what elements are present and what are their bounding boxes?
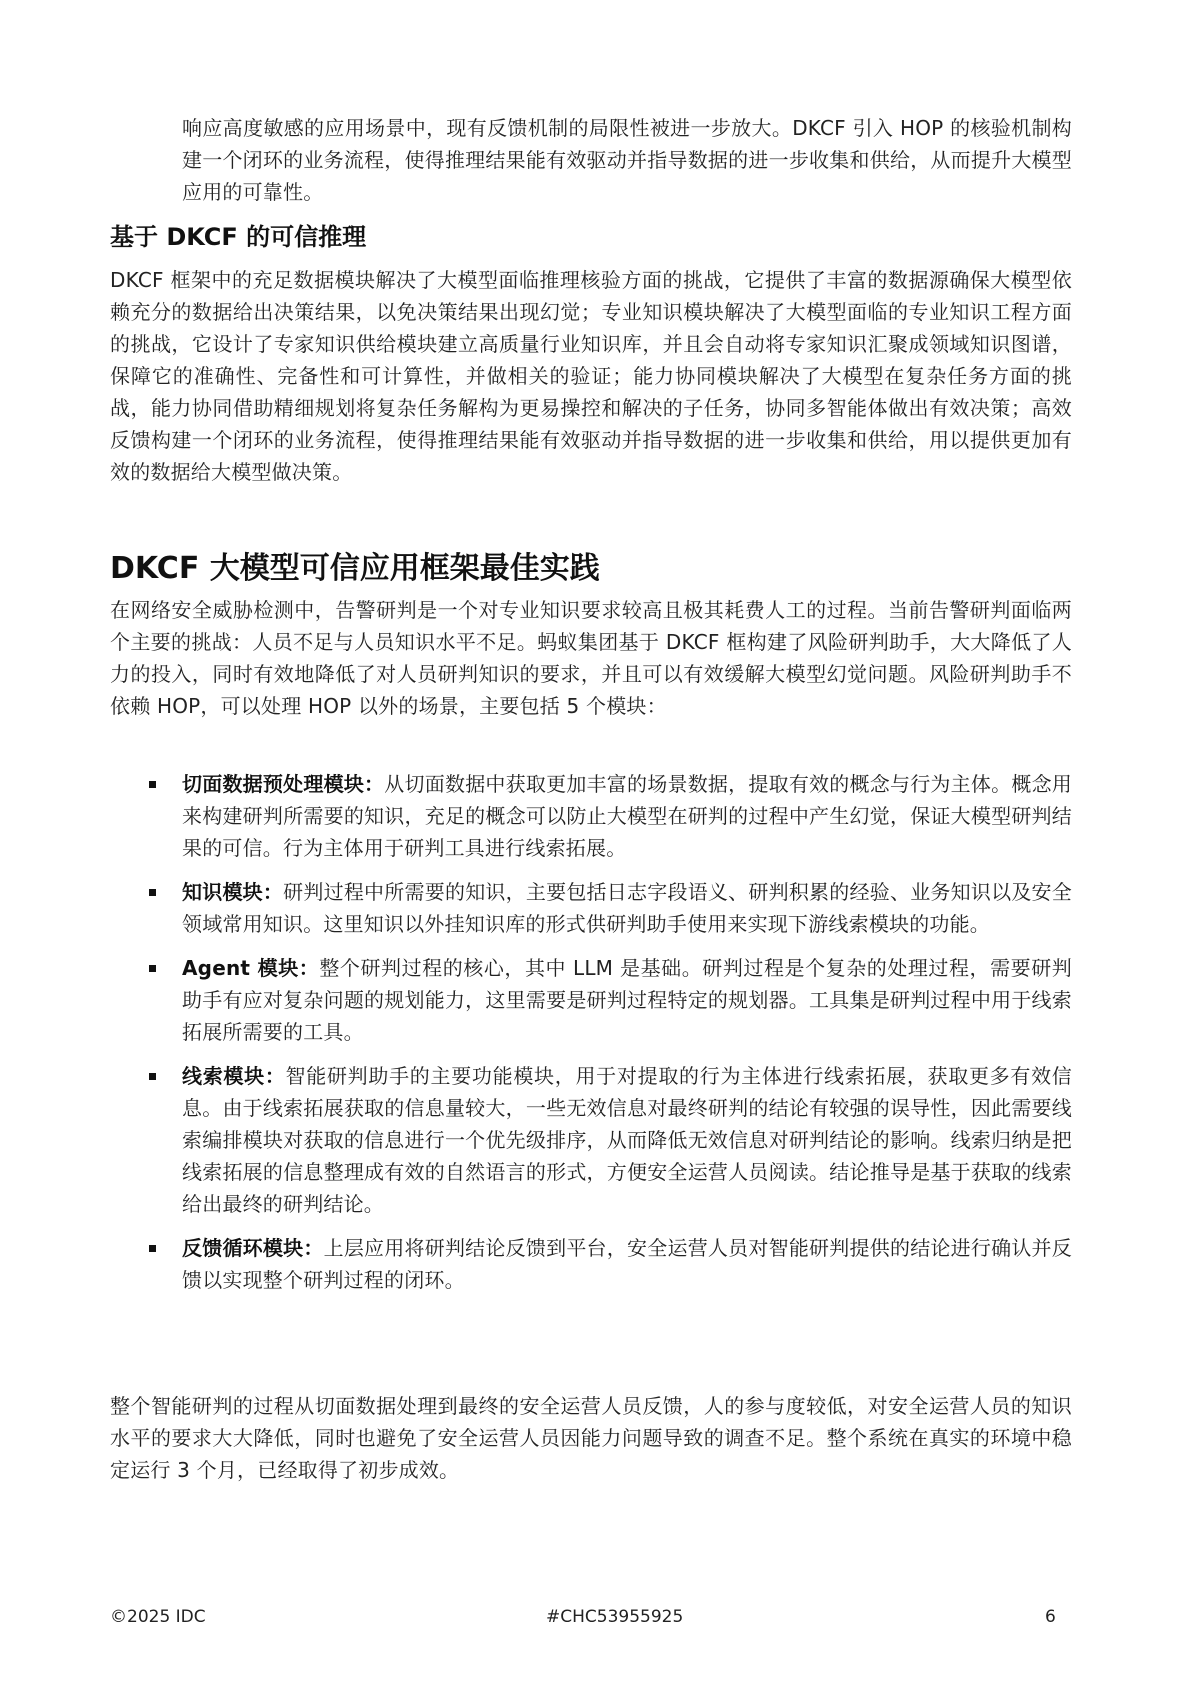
module-list (110, 768, 1072, 1308)
module-term: 切面数据预处理模块： (182, 772, 385, 796)
list-item (110, 1232, 1072, 1296)
best-practice-intro: 在网络安全威胁检测中，告警研判是一个对专业知识要求较高且极其耗费人工的过程。当前告警研判面临两个主要的挑战：人员不足与人员知识水平不足。蚂蚁集团基于 DKCF 框构建了风险研判助手，大大降低了人力的投入，同时有效地降低了对人员研判知识的要求，并且可以有效缓解大模型幻觉问题。风险研判助手不依赖 HOP，可以处理 HOP 以外的场景，主要包括 5 个模块： (110, 598, 1072, 718)
module-description: 智能研判助手的主要功能模块，用于对提取的行为主体进行线索拓展，获取更多有效信息。由于线索拓展获取的信息量较大，一些无效信息对最终研判的结论有较强的误导性，因此需要线索编排模块对获取的信息进行一个优先级排序，从而降低无效信息对研判结论的影响。线索归纳是把线索拓展的信息整理成有效的自然语言的形式，方便安全运营人员阅读。结论推导是基于获取的线索给出最终的研判结论。 (182, 1064, 1072, 1216)
trusted-reasoning-paragraph: DKCF 框架中的充足数据模块解决了大模型面临推理核验方面的挑战，它提供了丰富的数据源确保大模型依赖充分的数据给出决策结果，以免决策结果出现幻觉；专业知识模块解决了大模型面临的专业知识工程方面的挑战，它设计了专家知识供给模块建立高质量行业知识库，并且会自动将专家知识汇聚成领域知识图谱，保障它的准确性、完备性和可计算性，并做相关的验证；能力协同模块解决了大模型在复杂任务方面的挑战，能力协同借助精细规划将复杂任务解构为更易操控和解决的子任务，协同多智能体做出有效决策；高效反馈构建一个闭环的业务流程，使得推理结果能有效驱动并指导数据的进一步收集和供给，用以提供更加有效的数据给大模型做决策。 (110, 268, 1072, 484)
section-heading-trusted-reasoning: 基于 DKCF 的可信推理 (110, 223, 367, 251)
list-item (110, 876, 1072, 940)
module-term: Agent 模块： (182, 956, 320, 980)
list-item (110, 1060, 1072, 1220)
module-term: 反馈循环模块： (182, 1236, 324, 1260)
module-description: 研判过程中所需要的知识，主要包括日志字段语义、研判积累的经验、业务知识以及安全领域常用知识。这里知识以外挂知识库的形式供研判助手使用来实现下游线索模块的功能。 (182, 880, 1072, 936)
module-term: 线索模块： (182, 1064, 286, 1088)
intro-paragraph: 响应高度敏感的应用场景中，现有反馈机制的局限性被进一步放大。DKCF 引入 HOP 的核验机制构建一个闭环的业务流程，使得推理结果能有效驱动并指导数据的进一步收集和供给，从而提升大模型应用的可靠性。 (182, 116, 1072, 204)
module-description: 上层应用将研判结论反馈到平台，安全运营人员对智能研判提供的结论进行确认并反馈以实现整个研判过程的闭环。 (182, 1236, 1072, 1292)
footer-page-number: 6 (1045, 1607, 1056, 1627)
module-term: 知识模块： (182, 880, 284, 904)
square-bullet-icon (149, 1073, 156, 1080)
footer-copyright: ©2025 IDC (110, 1607, 206, 1627)
module-description: 整个研判过程的核心，其中 LLM 是基础。研判过程是个复杂的处理过程，需要研判助手有应对复杂问题的规划能力，这里需要是研判过程特定的规划器。工具集是研判过程中用于线索拓展所需要的工具。 (182, 956, 1072, 1044)
square-bullet-icon (149, 1245, 156, 1252)
square-bullet-icon (149, 889, 156, 896)
conclusion-paragraph: 整个智能研判的过程从切面数据处理到最终的安全运营人员反馈，人的参与度较低，对安全运营人员的知识水平的要求大大降低，同时也避免了安全运营人员因能力问题导致的调查不足。整个系统在真实的环境中稳定运行 3 个月，已经取得了初步成效。 (110, 1394, 1072, 1482)
square-bullet-icon (149, 965, 156, 972)
section-heading-best-practice: DKCF 大模型可信应用框架最佳实践 (110, 551, 600, 586)
footer-document-id: #CHC53955925 (546, 1607, 684, 1627)
module-description: 从切面数据中获取更加丰富的场景数据，提取有效的概念与行为主体。概念用来构建研判所需要的知识，充足的概念可以防止大模型在研判的过程中产生幻觉，保证大模型研判结果的可信。行为主体用于研判工具进行线索拓展。 (182, 772, 1072, 860)
square-bullet-icon (149, 781, 156, 788)
list-item (110, 952, 1072, 1048)
list-item (110, 768, 1072, 864)
